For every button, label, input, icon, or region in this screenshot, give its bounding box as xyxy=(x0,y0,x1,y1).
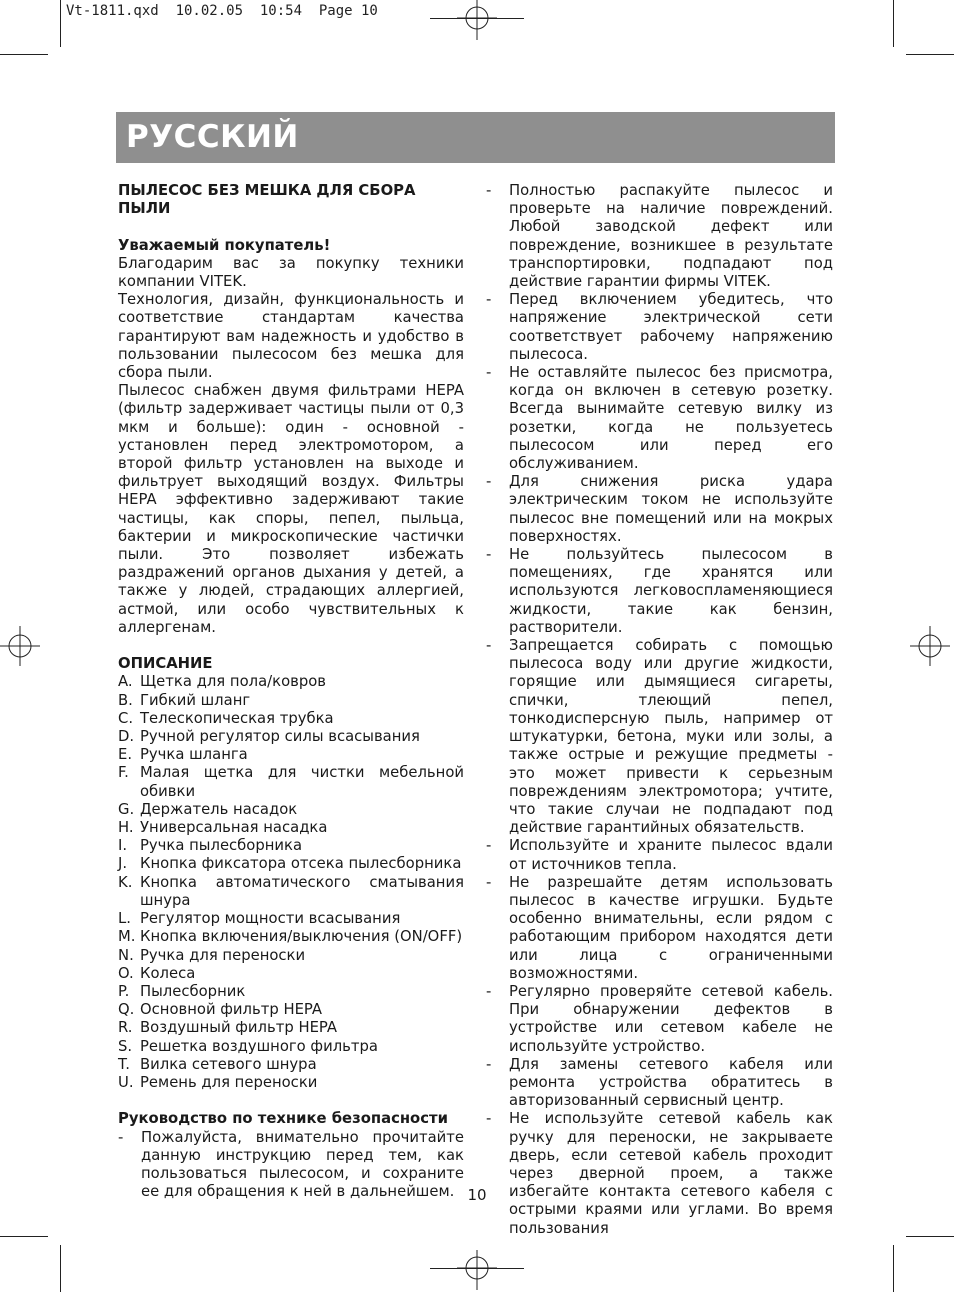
item-text: Ручка шланга xyxy=(140,746,248,764)
item-letter: P. xyxy=(118,982,130,1000)
left-column xyxy=(118,182,464,1201)
item-letter: T. xyxy=(118,1055,130,1073)
crop-mark-bottom-right-h xyxy=(906,1236,954,1237)
safety-bullet xyxy=(486,874,833,983)
description-list xyxy=(118,673,464,1092)
description-item xyxy=(118,965,464,983)
item-text: Регулятор мощности всасывания xyxy=(140,910,401,928)
safety-bullet xyxy=(486,1056,833,1111)
description-item xyxy=(118,1001,464,1019)
page-number: 10 xyxy=(467,1186,487,1204)
safety-bullet xyxy=(486,364,833,473)
item-letter: H. xyxy=(118,819,134,837)
safety-bullet-text: Перед включением убедитесь, что напряжение электрической сети соответствует рабочему напряжению пылесоса. xyxy=(509,291,833,363)
item-letter: D. xyxy=(118,728,135,746)
item-text: Колеса xyxy=(140,964,196,982)
bullet-dash: - xyxy=(486,473,492,491)
bullet-dash: - xyxy=(486,182,492,199)
crop-mark-top-right-v xyxy=(893,0,894,47)
crop-mark-top-center-h xyxy=(430,18,524,19)
crop-mark-bottom-center-h xyxy=(430,1268,524,1269)
bullet-dash: - xyxy=(486,291,492,309)
item-letter: J. xyxy=(118,855,128,873)
safety-bullet xyxy=(486,291,833,364)
description-item xyxy=(118,928,464,946)
item-text: Ручка пылесборника xyxy=(140,837,303,855)
registration-mark-top xyxy=(457,0,497,40)
product-heading: ПЫЛЕСОС БЕЗ МЕШКА ДЛЯ СБОРА ПЫЛИ xyxy=(118,182,416,218)
crop-mark-bottom-left-v xyxy=(60,1245,61,1292)
item-text: Кнопка включения/выключения (ON/OFF) xyxy=(140,928,463,946)
safety-bullet xyxy=(486,637,833,837)
safety-bullet xyxy=(486,837,833,873)
crop-mark-bottom-right-v xyxy=(893,1245,894,1292)
bullet-dash: - xyxy=(486,1055,492,1073)
crop-mark-top-right-h xyxy=(906,54,954,55)
item-letter: B. xyxy=(118,691,133,709)
description-item xyxy=(118,1074,464,1092)
item-letter: M. xyxy=(118,928,136,946)
item-text: Универсальная насадка xyxy=(140,819,328,837)
bullet-dash: - xyxy=(118,1128,124,1146)
safety-bullet xyxy=(486,1110,833,1237)
safety-bullet-text: Пожалуйста, внимательно прочитайте данную инструкцию перед тем, как пользоваться пылесосом, и сохраните ее для обращения к ней в дальнейшем. xyxy=(141,1128,464,1201)
crop-mark-top-left-v xyxy=(60,0,61,47)
bullet-dash: - xyxy=(486,982,492,1000)
item-letter: L. xyxy=(118,910,131,928)
description-item xyxy=(118,819,464,837)
safety-bullet xyxy=(486,182,833,291)
item-letter: U. xyxy=(118,1073,134,1091)
item-letter: O. xyxy=(118,964,134,982)
bullet-dash: - xyxy=(486,546,492,564)
item-text: Кнопка фиксатора отсека пылесборника xyxy=(140,855,462,873)
description-item xyxy=(118,874,464,910)
crop-mark-bottom-left-h xyxy=(0,1236,48,1237)
description-item xyxy=(118,673,464,691)
item-text: Телескопическая трубка xyxy=(140,709,334,727)
crop-mark-top-left-h xyxy=(0,54,48,55)
right-column xyxy=(486,182,833,1238)
item-letter: R. xyxy=(118,1019,133,1037)
description-item xyxy=(118,746,464,764)
safety-bullet-text: Полностью распакуйте пылесос и проверьте на наличие повреждений. Любой заводской дефект или повреждение, возникшее в результате транспортировки, подпадают под действие гарантии фирмы VITEK. xyxy=(509,182,833,291)
safety-bullet-text: Для снижения риска удара электрическим током не используйте пылесос вне помещений или на мокрых поверхностях. xyxy=(509,473,833,545)
description-item xyxy=(118,837,464,855)
item-text: Основной фильтр HEPA xyxy=(140,1001,323,1019)
item-letter: K. xyxy=(118,873,133,891)
bullet-dash: - xyxy=(486,364,492,382)
item-letter: C. xyxy=(118,709,134,727)
bullet-dash: - xyxy=(486,637,492,655)
registration-mark-bottom xyxy=(457,1250,497,1290)
item-text: Щетка для пола/ковров xyxy=(140,673,327,691)
registration-mark-right xyxy=(910,626,950,666)
item-letter: G. xyxy=(118,800,135,818)
description-item xyxy=(118,764,464,800)
language-banner xyxy=(116,112,835,163)
safety-bullet-text: Не используйте сетевой кабель как ручку для переноски, не закрываете дверь, если сетевой кабель проходит через дверной проем, а также избегайте контакта сетевого кабеля с острыми краями или углами. Во время пользования xyxy=(509,1110,833,1237)
registration-mark-left xyxy=(0,626,40,666)
safety-bullet-text: Регулярно проверяйте сетевой кабель. При обнаружении дефектов в устройстве или сетевом кабеле не используйте устройство. xyxy=(509,982,833,1055)
item-text: Малая щетка для чистки мебельной обивки xyxy=(140,764,464,800)
intro-paragraph-1: Благодарим вас за покупку техники компании VITEK. xyxy=(118,254,464,290)
description-item xyxy=(118,1038,464,1056)
item-text: Решетка воздушного фильтра xyxy=(140,1037,378,1055)
description-item xyxy=(118,728,464,746)
item-text: Воздушный фильтр HEPA xyxy=(140,1019,338,1037)
item-letter: Q. xyxy=(118,1001,135,1019)
description-item xyxy=(118,692,464,710)
description-item xyxy=(118,710,464,728)
item-text: Гибкий шланг xyxy=(140,691,251,709)
item-text: Ручной регулятор силы всасывания xyxy=(140,728,420,746)
item-letter: N. xyxy=(118,946,134,964)
safety-bullet-text: Запрещается собирать с помощью пылесоса воду или другие жидкости, горящие или дымящиеся сигареты, спички, тлеющий пепел, тонкодисперсную пыль, например от штукатурки, бетона, муки или золы, а также острые и режущие предметы - это может привести к серьезным повреждениям электромотора; учтите, что такие случаи не подпадают под действие гарантийных обязательств. xyxy=(509,637,833,837)
item-text: Ручка для переноски xyxy=(140,946,306,964)
item-text: Ремень для переноски xyxy=(140,1073,318,1091)
item-letter: E. xyxy=(118,746,133,764)
description-heading: ОПИСАНИЕ xyxy=(118,655,213,673)
item-text: Пылесборник xyxy=(140,982,246,1000)
item-letter: S. xyxy=(118,1037,133,1055)
safety-bullet-text: Не оставляйте пылесос без присмотра, когда он включен в сетевую розетку. Всегда вынимайте сетевую вилку из розетки, когда не пользуетесь пылесосом или перед его обслуживанием. xyxy=(509,364,833,473)
bullet-dash: - xyxy=(486,1110,492,1128)
description-item xyxy=(118,801,464,819)
safety-bullet-text: Используйте и храните пылесос вдали от источников тепла. xyxy=(509,837,833,873)
description-item xyxy=(118,1056,464,1074)
item-letter: A. xyxy=(118,673,133,691)
item-text: Кнопка автоматического сматывания шнура xyxy=(140,873,464,909)
safety-bullet xyxy=(486,473,833,546)
description-item xyxy=(118,910,464,928)
intro-paragraph-3: Пылесос снабжен двумя фильтрами HEPA (фильтр задерживает частицы пыли от 0,3 мкм и больше): один - основной - установлен перед электромотором, а второй фильтр установлен на выходе и фильтрует выходящий воздух. Фильтры HEPA эффективно задерживают такие частицы, как споры, пепел, пыльца, бактерии и микроскопические частички пыли. Это позволяет избежать раздражений органов дыхания у детей, а также у людей, страдающих аллергией, астмой, или особо чувствительных к аллергенам. xyxy=(118,382,464,636)
safety-bullet xyxy=(486,983,833,1056)
safety-bullet xyxy=(486,546,833,637)
item-text: Вилка сетевого шнура xyxy=(140,1055,317,1073)
greeting: Уважаемый покупатель! xyxy=(118,236,331,254)
print-slug: Vt-1811.qxd 10.02.05 10:54 Page 10 xyxy=(66,3,378,19)
intro-paragraph-2: Технология, дизайн, функциональность и соответствие стандартам качества гарантируют вам надежность и удобство в пользовании пылесосом без мешка для сбора пыли. xyxy=(118,291,464,382)
bullet-dash: - xyxy=(486,837,492,855)
description-item xyxy=(118,983,464,1001)
safety-heading: Руководство по технике безопасности xyxy=(118,1110,448,1128)
banner-title: РУССКИЙ xyxy=(126,119,299,155)
description-item xyxy=(118,947,464,965)
bullet-dash: - xyxy=(486,873,492,891)
item-letter: I. xyxy=(118,837,128,855)
safety-bullet-text: Не пользуйтесь пылесосом в помещениях, где хранятся или используются легковоспламеняющиеся жидкости, такие как бензин, растворители. xyxy=(509,546,833,636)
safety-bullet-text: Не разрешайте детям использовать пылесос в качестве игрушки. Будьте особенно внимательны, если рядом с работающим прибором находятся дети или лица с ограниченными возможностями. xyxy=(509,873,833,982)
description-item xyxy=(118,1019,464,1037)
safety-bullet-text: Для замены сетевого кабеля или ремонта устройства обратитесь в авторизованный сервисный центр. xyxy=(509,1055,833,1110)
description-item xyxy=(118,855,464,873)
item-text: Держатель насадок xyxy=(140,800,298,818)
item-letter: F. xyxy=(118,764,129,782)
